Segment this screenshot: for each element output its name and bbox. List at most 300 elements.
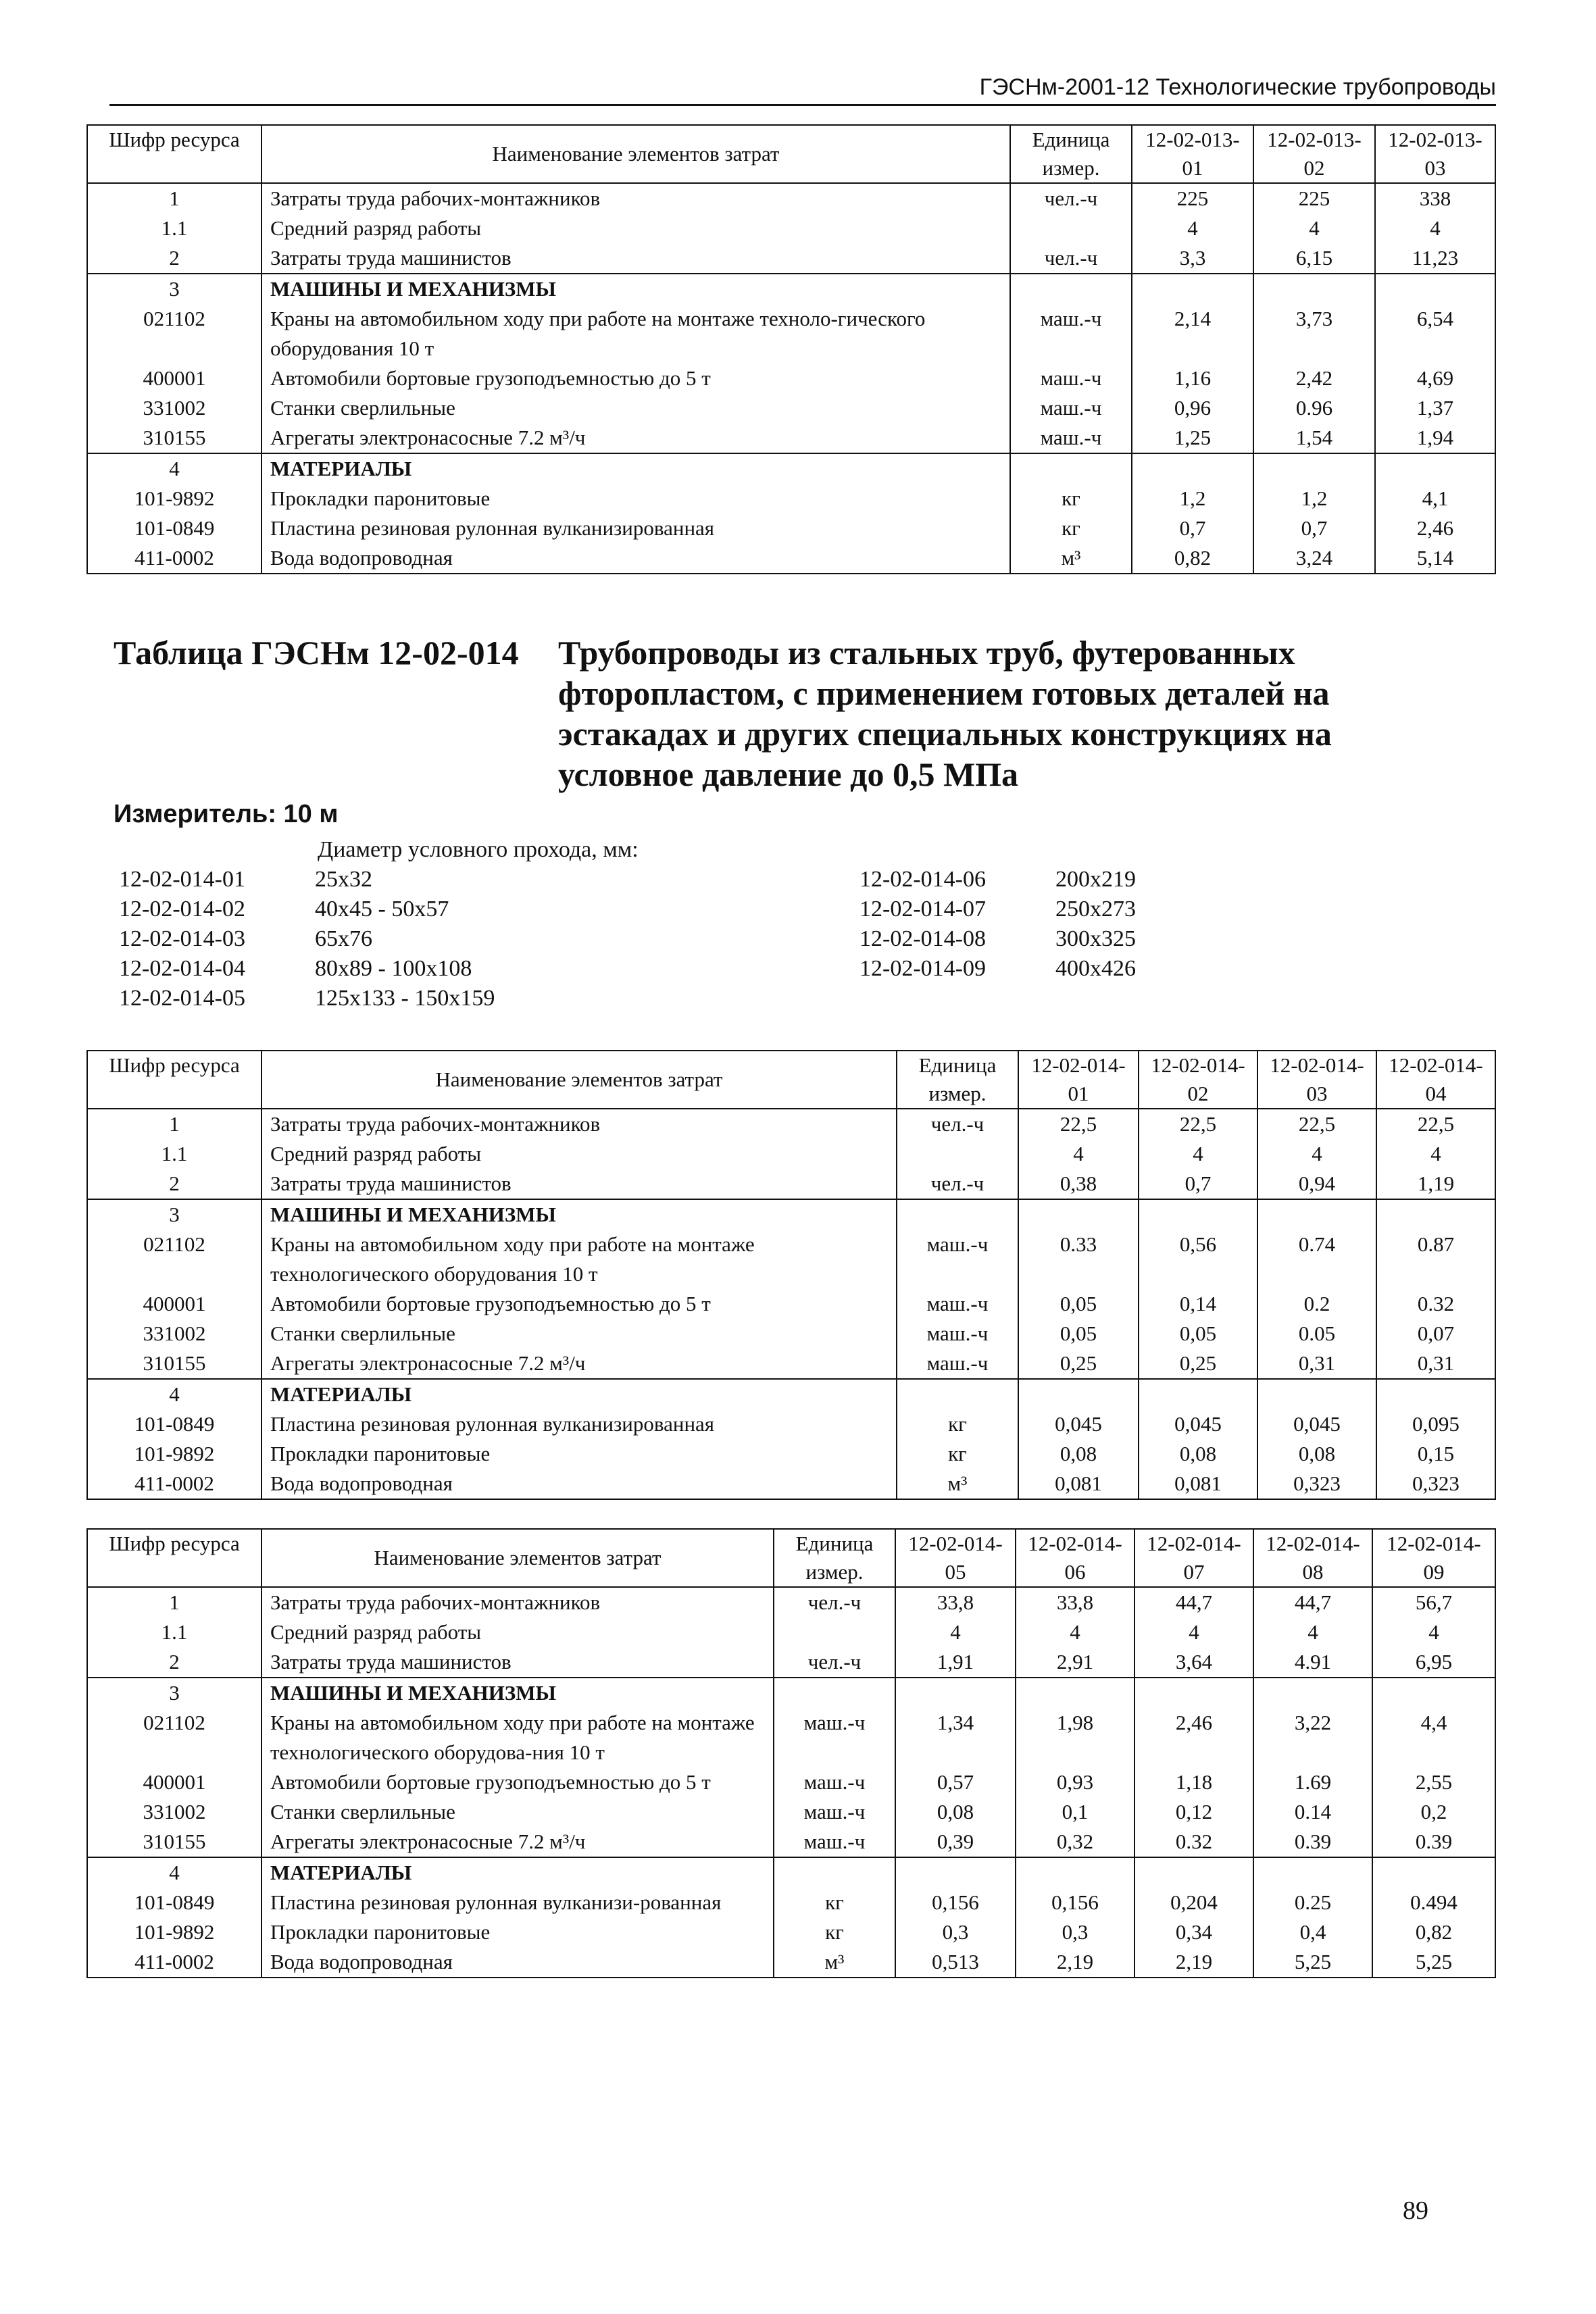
measure-unit: Измеритель: 10 м	[114, 800, 339, 828]
diameter-row	[119, 865, 495, 895]
running-header: ГЭСНм-2001-12 Технологические трубопроводы	[109, 70, 1496, 106]
resource-code: 400001	[87, 363, 261, 393]
table-row	[87, 1409, 1495, 1439]
norm-value: 0,94	[1257, 1169, 1376, 1199]
norm-value: 0,7	[1132, 513, 1253, 543]
norm-value: 4	[1376, 1139, 1495, 1169]
diameter-row	[859, 895, 1136, 924]
resource-code: 101-9892	[87, 484, 261, 513]
norm-value	[1253, 1678, 1372, 1708]
cost-item-name: Краны на автомобильном ходу при работе на монтаже технологического оборудова-ния 10 т	[261, 1708, 774, 1767]
norm-value: 0.39	[1253, 1827, 1372, 1857]
diameter-row	[119, 954, 495, 984]
unit-cell	[897, 1139, 1018, 1169]
unit-cell: кг	[1010, 484, 1132, 513]
unit-cell: чел.-ч	[774, 1647, 895, 1678]
norm-value: 1,37	[1375, 393, 1495, 423]
resource-code: 310155	[87, 423, 261, 453]
resource-code: 4	[87, 1857, 261, 1888]
cost-item-name: МАШИНЫ И МЕХАНИЗМЫ	[261, 1199, 897, 1230]
norm-value: 0,82	[1372, 1917, 1495, 1947]
norm-value	[1134, 1857, 1253, 1888]
cost-item-name: Автомобили бортовые грузоподъемностью до 5 т	[261, 363, 1010, 393]
table-row	[87, 1379, 1495, 1409]
cost-item-name: Агрегаты электронасосные 7.2 м³/ч	[261, 423, 1010, 453]
norm-value: 6,54	[1375, 304, 1495, 363]
norm-value: 4	[1139, 1139, 1257, 1169]
norm-value	[1257, 1199, 1376, 1230]
norm-value: 2,42	[1253, 363, 1375, 393]
norm-value: 0,095	[1376, 1409, 1495, 1439]
norm-value: 0,156	[1016, 1888, 1134, 1917]
resource-code: 331002	[87, 1319, 261, 1349]
resource-code: 101-9892	[87, 1917, 261, 1947]
table-row	[87, 1647, 1495, 1678]
norm-value: 1,94	[1375, 423, 1495, 453]
unit-cell	[897, 1379, 1018, 1409]
norm-value	[1132, 274, 1253, 304]
norm-value: 4,69	[1375, 363, 1495, 393]
unit-cell: маш.-ч	[897, 1319, 1018, 1349]
norm-value: 0,3	[895, 1917, 1016, 1947]
norm-value: 11,23	[1375, 243, 1495, 274]
norm-value	[1376, 1199, 1495, 1230]
cost-item-name: Пластина резиновая рулонная вулканизированная	[261, 1409, 897, 1439]
diameter-list-right	[859, 865, 1136, 984]
unit-cell: кг	[774, 1888, 895, 1917]
norm-value	[1253, 453, 1375, 484]
norm-value	[895, 1857, 1016, 1888]
unit-cell: чел.-ч	[1010, 243, 1132, 274]
cost-item-name: Средний разряд работы	[261, 1139, 897, 1169]
norm-value: 0,34	[1134, 1917, 1253, 1947]
norm-value: 44,7	[1253, 1587, 1372, 1617]
norm-value: 33,8	[1016, 1587, 1134, 1617]
norm-value	[1372, 1678, 1495, 1708]
norm-value: 1,98	[1016, 1708, 1134, 1767]
unit-cell: маш.-ч	[1010, 363, 1132, 393]
norm-code: 12-02-014-02	[119, 897, 245, 922]
norm-value: 0,08	[1139, 1439, 1257, 1469]
norm-value: 0,82	[1132, 543, 1253, 574]
diameter-size: 250x273	[1055, 897, 1136, 922]
cost-item-name: Средний разряд работы	[261, 213, 1010, 243]
col-header-norm: 12-02-014-01	[1018, 1051, 1139, 1109]
norm-value: 1,54	[1253, 423, 1375, 453]
norm-value: 0.39	[1372, 1827, 1495, 1857]
norm-value: 0,7	[1253, 513, 1375, 543]
col-header-norm: 12-02-014-05	[895, 1529, 1016, 1587]
resource-code: 411-0002	[87, 543, 261, 574]
table-row	[87, 1917, 1495, 1947]
norm-value: 0.14	[1253, 1797, 1372, 1827]
unit-cell: маш.-ч	[897, 1230, 1018, 1289]
resource-code: 2	[87, 1169, 261, 1199]
diameter-row	[859, 954, 1136, 984]
col-header-norm: 12-02-013-01	[1132, 125, 1253, 183]
resource-code: 3	[87, 1199, 261, 1230]
unit-cell: кг	[774, 1917, 895, 1947]
norm-value: 0,15	[1376, 1439, 1495, 1469]
table-row	[87, 543, 1495, 574]
cost-item-name: Средний разряд работы	[261, 1617, 774, 1647]
unit-cell: маш.-ч	[774, 1797, 895, 1827]
norm-value: 1,34	[895, 1708, 1016, 1767]
norm-value: 0,08	[895, 1797, 1016, 1827]
norm-value: 1,2	[1132, 484, 1253, 513]
norm-value	[1253, 274, 1375, 304]
norm-value: 0,57	[895, 1767, 1016, 1797]
norm-value: 338	[1375, 183, 1495, 213]
norm-value: 0,31	[1257, 1349, 1376, 1379]
resource-code: 4	[87, 453, 261, 484]
norm-value: 22,5	[1139, 1109, 1257, 1139]
col-header-name: Наименование элементов затрат	[261, 1529, 774, 1587]
resource-code: 021102	[87, 304, 261, 363]
table-row	[87, 1289, 1495, 1319]
norm-value: 2,46	[1134, 1708, 1253, 1767]
resource-code: 1	[87, 1109, 261, 1139]
diameter-row	[119, 984, 495, 1013]
diameter-row	[119, 924, 495, 954]
diameter-list-left	[119, 865, 495, 1013]
table-row	[87, 1349, 1495, 1379]
col-header-norm: 12-02-014-02	[1139, 1051, 1257, 1109]
table-row	[87, 393, 1495, 423]
norm-code: 12-02-014-01	[119, 867, 245, 892]
norm-value	[1016, 1857, 1134, 1888]
norm-code: 12-02-014-08	[859, 926, 986, 951]
table-row	[87, 1139, 1495, 1169]
table-row	[87, 1439, 1495, 1469]
unit-cell: м³	[1010, 543, 1132, 574]
norm-value: 0,156	[895, 1888, 1016, 1917]
norm-value: 0,14	[1139, 1289, 1257, 1319]
norm-code: 12-02-014-03	[119, 926, 245, 951]
resource-code: 310155	[87, 1349, 261, 1379]
norm-value: 0.74	[1257, 1230, 1376, 1289]
norm-value: 0,39	[895, 1827, 1016, 1857]
diameter-size: 80x89 - 100x108	[315, 956, 472, 981]
col-header-code: Шифр ресурса	[87, 1051, 261, 1109]
unit-cell: чел.-ч	[897, 1109, 1018, 1139]
unit-cell: маш.-ч	[897, 1289, 1018, 1319]
col-header-norm: 12-02-014-07	[1134, 1529, 1253, 1587]
col-header-name: Наименование элементов затрат	[261, 1051, 897, 1109]
norm-value: 3,3	[1132, 243, 1253, 274]
unit-cell	[897, 1199, 1018, 1230]
resource-code: 310155	[87, 1827, 261, 1857]
col-header-unit: Единица измер.	[1010, 125, 1132, 183]
norm-value: 4	[1253, 1617, 1372, 1647]
diameter-size: 40x45 - 50x57	[315, 897, 449, 922]
norm-value: 4	[1134, 1617, 1253, 1647]
norm-value: 0,05	[1018, 1319, 1139, 1349]
unit-cell: маш.-ч	[897, 1349, 1018, 1379]
resource-table-014-part1	[86, 1050, 1496, 1500]
norm-value: 0,25	[1018, 1349, 1139, 1379]
table-row	[87, 513, 1495, 543]
diameter-size: 65x76	[315, 926, 372, 951]
norm-value: 0,38	[1018, 1169, 1139, 1199]
norm-value: 0,05	[1139, 1319, 1257, 1349]
resource-table-014-part2	[86, 1528, 1496, 1978]
table-row	[87, 1857, 1495, 1888]
unit-cell: чел.-ч	[1010, 183, 1132, 213]
cost-item-name: Пластина резиновая рулонная вулканизи-рованная	[261, 1888, 774, 1917]
cost-item-name: Прокладки паронитовые	[261, 1439, 897, 1469]
norm-value: 1,18	[1134, 1767, 1253, 1797]
cost-item-name: Пластина резиновая рулонная вулканизированная	[261, 513, 1010, 543]
norm-value: 0.494	[1372, 1888, 1495, 1917]
cost-item-name: Агрегаты электронасосные 7.2 м³/ч	[261, 1827, 774, 1857]
norm-value: 0,25	[1139, 1349, 1257, 1379]
resource-code: 411-0002	[87, 1947, 261, 1978]
col-header-norm: 12-02-013-03	[1375, 125, 1495, 183]
norm-value: 0.25	[1253, 1888, 1372, 1917]
page-number: 89	[1403, 2196, 1428, 2225]
diameter-row	[859, 924, 1136, 954]
norm-value: 4	[1253, 213, 1375, 243]
table-row	[87, 213, 1495, 243]
norm-value	[1253, 1857, 1372, 1888]
unit-cell	[774, 1857, 895, 1888]
cost-item-name: Прокладки паронитовые	[261, 484, 1010, 513]
col-header-unit: Единица измер.	[774, 1529, 895, 1587]
resource-code: 331002	[87, 1797, 261, 1827]
norm-value: 22,5	[1376, 1109, 1495, 1139]
norm-value: 0,08	[1257, 1439, 1376, 1469]
norm-value: 0.2	[1257, 1289, 1376, 1319]
table-title: Трубопроводы из стальных труб, футерованных фторопластом, с применением готовых деталей на эстакадах и других специальных конструкциях на условное давление до 0,5 МПа	[558, 634, 1332, 793]
norm-value: 0,1	[1016, 1797, 1134, 1827]
norm-code: 12-02-014-06	[859, 867, 986, 892]
col-header-name: Наименование элементов затрат	[261, 125, 1010, 183]
col-header-code: Шифр ресурса	[87, 1529, 261, 1587]
unit-cell	[1010, 274, 1132, 304]
cost-item-name: Станки сверлильные	[261, 393, 1010, 423]
resource-code: 411-0002	[87, 1469, 261, 1499]
norm-value: 0,323	[1376, 1469, 1495, 1499]
norm-value: 0,93	[1016, 1767, 1134, 1797]
norm-value	[1132, 453, 1253, 484]
cost-item-name: Станки сверлильные	[261, 1319, 897, 1349]
table-row	[87, 1888, 1495, 1917]
table-row	[87, 183, 1495, 213]
norm-value: 22,5	[1018, 1109, 1139, 1139]
norm-value	[1257, 1379, 1376, 1409]
norm-value: 0,31	[1376, 1349, 1495, 1379]
cost-item-name: Станки сверлильные	[261, 1797, 774, 1827]
norm-value: 0.87	[1376, 1230, 1495, 1289]
norm-value	[1018, 1199, 1139, 1230]
norm-value	[1375, 453, 1495, 484]
diameter-size: 125x133 - 150x159	[315, 986, 495, 1011]
norm-value: 4	[1372, 1617, 1495, 1647]
cost-item-name: Затраты труда рабочих-монтажников	[261, 1587, 774, 1617]
norm-value	[1139, 1199, 1257, 1230]
norm-value: 4,1	[1375, 484, 1495, 513]
table-row	[87, 363, 1495, 393]
cost-item-name: Автомобили бортовые грузоподъемностью до 5 т	[261, 1767, 774, 1797]
norm-code: 12-02-014-05	[119, 986, 245, 1011]
cost-item-name: Затраты труда рабочих-монтажников	[261, 1109, 897, 1139]
norm-value: 1,16	[1132, 363, 1253, 393]
cost-item-name: Краны на автомобильном ходу при работе на монтаже техноло-гического оборудования 10 т	[261, 304, 1010, 363]
norm-value: 2,19	[1016, 1947, 1134, 1978]
norm-value: 0,05	[1018, 1289, 1139, 1319]
norm-value: 0,12	[1134, 1797, 1253, 1827]
norm-value: 4	[1375, 213, 1495, 243]
cost-item-name: МАТЕРИАЛЫ	[261, 1857, 774, 1888]
col-header-norm: 12-02-013-02	[1253, 125, 1375, 183]
norm-value: 0,2	[1372, 1797, 1495, 1827]
table-row	[87, 1678, 1495, 1708]
resource-code: 101-0849	[87, 1888, 261, 1917]
norm-value: 56,7	[1372, 1587, 1495, 1617]
table-row	[87, 1947, 1495, 1978]
unit-cell	[1010, 213, 1132, 243]
norm-value: 225	[1253, 183, 1375, 213]
norm-value: 0,204	[1134, 1888, 1253, 1917]
resource-code: 021102	[87, 1230, 261, 1289]
cost-item-name: Вода водопроводная	[261, 1469, 897, 1499]
norm-code: 12-02-014-04	[119, 956, 245, 981]
table-row	[87, 1169, 1495, 1199]
table-row	[87, 304, 1495, 363]
resource-code: 2	[87, 1647, 261, 1678]
unit-cell: м³	[774, 1947, 895, 1978]
unit-cell: маш.-ч	[774, 1708, 895, 1767]
norm-value: 33,8	[895, 1587, 1016, 1617]
norm-value: 0,513	[895, 1947, 1016, 1978]
resource-code: 400001	[87, 1289, 261, 1319]
norm-value: 0,323	[1257, 1469, 1376, 1499]
resource-code: 400001	[87, 1767, 261, 1797]
cost-item-name: Автомобили бортовые грузоподъемностью до 5 т	[261, 1289, 897, 1319]
norm-value: 3,73	[1253, 304, 1375, 363]
col-header-code: Шифр ресурса	[87, 125, 261, 183]
table-row	[87, 1827, 1495, 1857]
diameter-size: 200x219	[1055, 867, 1136, 892]
norm-value: 4	[895, 1617, 1016, 1647]
norm-value: 3,22	[1253, 1708, 1372, 1767]
resource-code: 3	[87, 274, 261, 304]
norm-value: 5,25	[1253, 1947, 1372, 1978]
norm-value: 0,045	[1257, 1409, 1376, 1439]
norm-value: 2,19	[1134, 1947, 1253, 1978]
table-row	[87, 423, 1495, 453]
unit-cell	[774, 1617, 895, 1647]
norm-value: 6,95	[1372, 1647, 1495, 1678]
table-row	[87, 1469, 1495, 1499]
unit-cell: кг	[1010, 513, 1132, 543]
resource-code: 101-9892	[87, 1439, 261, 1469]
diameter-heading: Диаметр условного прохода, мм:	[318, 837, 639, 862]
cost-item-name: Прокладки паронитовые	[261, 1917, 774, 1947]
norm-value: 1,19	[1376, 1169, 1495, 1199]
unit-cell: м³	[897, 1469, 1018, 1499]
unit-cell: кг	[897, 1439, 1018, 1469]
table-row	[87, 1199, 1495, 1230]
cost-item-name: Краны на автомобильном ходу при работе на монтаже технологического оборудования 10 т	[261, 1230, 897, 1289]
norm-value: 0,56	[1139, 1230, 1257, 1289]
diameter-row	[119, 895, 495, 924]
unit-cell: чел.-ч	[774, 1587, 895, 1617]
norm-value: 0.05	[1257, 1319, 1376, 1349]
table-row	[87, 1708, 1495, 1767]
resource-code: 1	[87, 183, 261, 213]
norm-value: 2,46	[1375, 513, 1495, 543]
norm-value: 225	[1132, 183, 1253, 213]
col-header-norm: 12-02-014-06	[1016, 1529, 1134, 1587]
table-row	[87, 1230, 1495, 1289]
norm-value: 0,045	[1139, 1409, 1257, 1439]
norm-value: 0,7	[1139, 1169, 1257, 1199]
norm-value: 1,91	[895, 1647, 1016, 1678]
norm-value: 0.96	[1253, 393, 1375, 423]
norm-value: 0,3	[1016, 1917, 1134, 1947]
norm-value: 4	[1132, 213, 1253, 243]
norm-value: 44,7	[1134, 1587, 1253, 1617]
norm-value	[1375, 274, 1495, 304]
table-row	[87, 1587, 1495, 1617]
col-header-norm: 12-02-014-08	[1253, 1529, 1372, 1587]
norm-value: 0,4	[1253, 1917, 1372, 1947]
resource-code: 2	[87, 243, 261, 274]
table-row	[87, 484, 1495, 513]
col-header-norm: 12-02-014-04	[1376, 1051, 1495, 1109]
norm-value: 4	[1018, 1139, 1139, 1169]
cost-item-name: МАШИНЫ И МЕХАНИЗМЫ	[261, 274, 1010, 304]
cost-item-name: Затраты труда машинистов	[261, 243, 1010, 274]
cost-item-name: Затраты труда рабочих-монтажников	[261, 183, 1010, 213]
resource-code: 3	[87, 1678, 261, 1708]
cost-item-name: МАТЕРИАЛЫ	[261, 1379, 897, 1409]
col-header-unit: Единица измер.	[897, 1051, 1018, 1109]
norm-value: 1,25	[1132, 423, 1253, 453]
norm-value: 5,14	[1375, 543, 1495, 574]
unit-cell: маш.-ч	[1010, 304, 1132, 363]
diameter-size: 400x426	[1055, 956, 1136, 981]
table-row	[87, 1617, 1495, 1647]
table-row	[87, 1319, 1495, 1349]
norm-value: 0.32	[1134, 1827, 1253, 1857]
norm-value: 2,91	[1016, 1647, 1134, 1678]
norm-value: 0.32	[1376, 1289, 1495, 1319]
norm-value: 0,32	[1016, 1827, 1134, 1857]
cost-item-name: Вода водопроводная	[261, 543, 1010, 574]
norm-value	[1139, 1379, 1257, 1409]
unit-cell: маш.-ч	[774, 1767, 895, 1797]
diameter-size: 25x32	[315, 867, 372, 892]
norm-value: 4,4	[1372, 1708, 1495, 1767]
norm-value: 5,25	[1372, 1947, 1495, 1978]
norm-value	[1372, 1857, 1495, 1888]
unit-cell	[1010, 453, 1132, 484]
resource-code: 101-0849	[87, 1409, 261, 1439]
norm-value: 0,081	[1018, 1469, 1139, 1499]
norm-value: 1.69	[1253, 1767, 1372, 1797]
resource-code: 1.1	[87, 1139, 261, 1169]
diameter-size: 300x325	[1055, 926, 1136, 951]
col-header-norm: 12-02-014-03	[1257, 1051, 1376, 1109]
norm-value: 0,96	[1132, 393, 1253, 423]
cost-item-name: Агрегаты электронасосные 7.2 м³/ч	[261, 1349, 897, 1379]
unit-cell: чел.-ч	[897, 1169, 1018, 1199]
norm-value: 0,045	[1018, 1409, 1139, 1439]
norm-value: 0,07	[1376, 1319, 1495, 1349]
